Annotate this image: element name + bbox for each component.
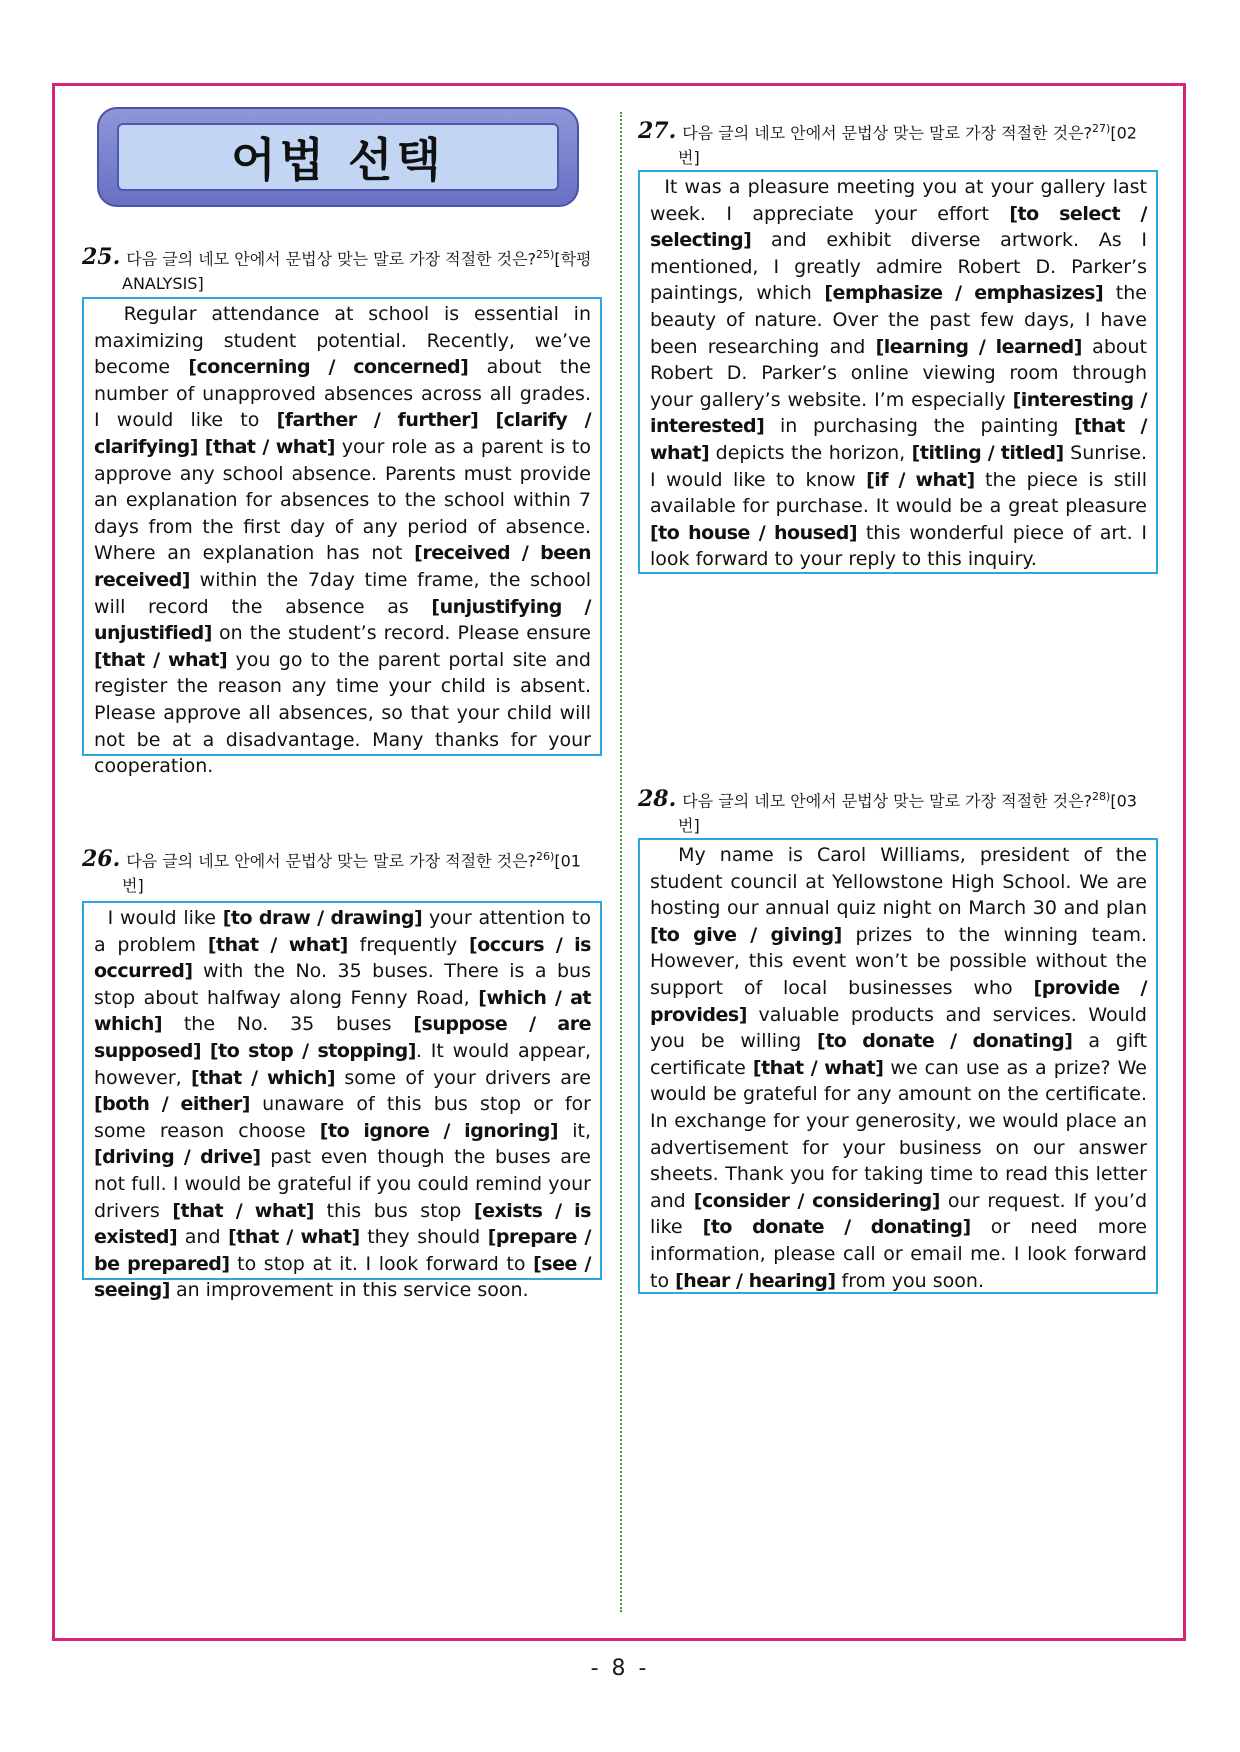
footnote-ref: 26) [536,850,555,863]
passage-text: it, [558,1119,591,1142]
passage-text: It was a pleasure meeting you at your gallery last week. I appreciate your effort [650,176,1147,225]
question-source-cont: 번] [678,148,700,168]
grammar-choice: [to stop / stopping] [209,1039,416,1062]
question-prompt: 다음 글의 네모 안에서 문법상 맞는 말로 가장 적절한 것은? [126,249,537,269]
passage-text: with the No. 35 buses. There is a bus stop about halfway along Fenny Road, [94,960,591,1009]
column-divider [620,112,622,1612]
passage-text: prizes to the winning team. However, this event won’t be possible without the support of local businesses who [650,923,1148,999]
grammar-choice: [farther / further] [276,409,479,432]
passage-text: Sunrise. I would like to know [650,441,1148,491]
passage-text: unaware of this bus stop or for some reason choose [94,1093,591,1142]
passage-text: from you soon. [835,1269,984,1292]
grammar-choice: [that / what] [650,415,1147,464]
question-number: 25. [82,244,121,271]
passage-text: in purchasing the painting [764,415,1075,438]
grammar-choice: [occurs / is occurred] [94,933,591,983]
grammar-choice: [see / seeing] [94,1252,591,1302]
section-title: 어법 선택 [231,133,445,187]
grammar-choice: [hear / hearing] [675,1269,836,1292]
passage-text: your attention to a problem [94,907,592,956]
question-26-prompt [82,844,602,898]
passage-text: and [177,1226,229,1249]
passage-text: about Robert D. Parker’s online viewing room through your gallery’s website. I’m especially [650,335,1147,411]
passage-text: we can use as a prize? We would be grateful for any amount on the certificate. In exchange for your generosity, we would place an advertisement for your business on our answer sheets. Thank you for taking time to read this letter and [650,1056,1147,1212]
grammar-choice: [learning / learned] [875,335,1082,358]
grammar-choice: [to ignore / ignoring] [319,1119,559,1142]
passage-text: My name is Carol Williams, president of the student council at Yellowstone High School. We are hosting our annual quiz night on March 30 and plan [650,844,1147,920]
grammar-choice: [exists / is existed] [94,1199,591,1249]
question-25-prompt [82,242,602,296]
passage-text: your role as a parent is to approve any school absence. Parents must provide an explanation for absences to the school within 7 days from the first day of any period of absence. Where an explanation has not [94,435,592,565]
question-source: [02 [1110,123,1137,143]
passage-text: depicts the horizon, [709,441,912,464]
grammar-choice: [to give / giving] [650,923,842,946]
question-number: 26. [82,846,121,873]
question-28-passage [638,838,1158,1294]
passage-text: some of your drivers are [335,1066,591,1089]
grammar-choice: [that / which] [191,1066,336,1089]
passage-text [201,1040,210,1062]
grammar-choice: [which / at which] [94,986,591,1036]
passage-text: or need more information, please call or email me. I look forward to [650,1216,1147,1292]
passage-text: valuable products and services. Would you be willing [650,1003,1147,1053]
passage-text: our request. If you’d like [650,1189,1147,1239]
question-number: 27. [638,118,677,145]
passage-text: within the 7day time frame, the school will record the absence as [94,568,591,618]
passage-text: they should [359,1226,488,1249]
grammar-choice: [prepare / be prepared] [94,1226,591,1275]
grammar-choice: [interesting / interested] [650,388,1147,438]
grammar-choice: [emphasize / emphasizes] [824,282,1104,305]
grammar-choice: [both / either] [94,1093,250,1116]
passage-text: a gift certificate [650,1030,1147,1079]
question-source: [학평 [554,249,592,269]
question-source: [03 [1110,791,1137,811]
passage-text [478,409,495,431]
section-title-box [117,123,559,191]
question-26-passage [82,901,602,1302]
grammar-choice: [that / what] [752,1056,884,1079]
passage-text: past even though the buses are not full. I would be grateful if you could remind your drivers [94,1146,591,1222]
passage-text: . It would appear, however, [94,1039,591,1089]
passage-text: frequently [347,933,470,956]
section-title-banner [97,107,579,207]
grammar-choice: [clarify / clarifying] [94,409,592,458]
grammar-choice: [that / what] [204,435,335,458]
footnote-ref: 28) [1092,790,1111,803]
passage-text: the piece is still available for purchase. It would be a great pleasure [650,468,1147,518]
question-prompt: 다음 글의 네모 안에서 문법상 맞는 말로 가장 적절한 것은? [682,791,1093,811]
grammar-choice: [suppose / are supposed] [94,1013,591,1062]
grammar-choice: [concerning / concerned] [188,356,469,379]
grammar-choice: [consider / considering] [693,1189,940,1212]
grammar-choice: [provide / provides] [650,976,1147,1026]
question-27-passage [638,170,1158,574]
grammar-choice: [to donate / donating] [702,1216,971,1239]
grammar-choice: [that / what] [228,1226,360,1249]
grammar-choice: [received / been received] [94,542,591,591]
grammar-choice: [driving / drive] [94,1146,261,1169]
grammar-choice: [to house / housed] [650,521,858,544]
passage-text: an improvement in this service soon. [169,1279,529,1302]
passage-text: the beauty of nature. Over the past few days, I have been researching and [650,282,1147,358]
passage-text: this bus stop [313,1199,474,1222]
grammar-choice: [to donate / donating] [817,1030,1073,1053]
question-source: [01 [554,851,581,871]
question-25-passage [82,297,602,778]
passage-text: I would like [94,907,223,929]
question-27-prompt [638,116,1158,170]
page-number: - 8 - [590,1656,650,1681]
question-source-cont: 번] [122,876,144,896]
passage-text: about the number of unapproved absences across all grades. I would like to [94,356,591,432]
footnote-ref: 27) [1092,122,1111,135]
passage-text: Regular attendance at school is essential in maximizing student potential. Recently, we’ve become [94,303,591,379]
passage-text: to stop at it. I look forward to [229,1252,534,1275]
passage-text: and exhibit diverse artwork. As I mentioned, I greatly admire Robert D. Parker’s paintings, which [650,229,1147,305]
question-28-prompt [638,784,1158,838]
grammar-choice: [to draw / drawing] [222,907,423,929]
grammar-choice: [that / what] [94,648,228,671]
passage-text: you go to the parent portal site and register the reason any time your child is absent. Please approve all absences, so that your child will not be at a disadvantage. Many thanks for your cooperation. [94,648,591,778]
passage-text: the No. 35 buses [162,1013,414,1036]
grammar-choice: [that / what] [207,933,348,956]
footnote-ref: 25) [536,248,555,261]
question-prompt: 다음 글의 네모 안에서 문법상 맞는 말로 가장 적절한 것은? [682,123,1093,143]
grammar-choice: [that / what] [172,1199,314,1222]
grammar-choice: [titling / titled] [911,441,1064,464]
grammar-choice: [to select / selecting] [650,202,1147,252]
passage-text: on the student’s record. Please ensure [211,622,591,645]
grammar-choice: [unjustifying / unjustified] [94,595,591,645]
question-number: 28. [638,786,677,813]
question-source-cont: 번] [678,816,700,836]
question-source-cont: ANALYSIS] [122,274,204,294]
passage-text [198,436,205,458]
passage-text: this wonderful piece of art. I look forward to your reply to this inquiry. [650,521,1147,571]
grammar-choice: [if / what] [866,468,975,491]
question-prompt: 다음 글의 네모 안에서 문법상 맞는 말로 가장 적절한 것은? [126,851,537,871]
